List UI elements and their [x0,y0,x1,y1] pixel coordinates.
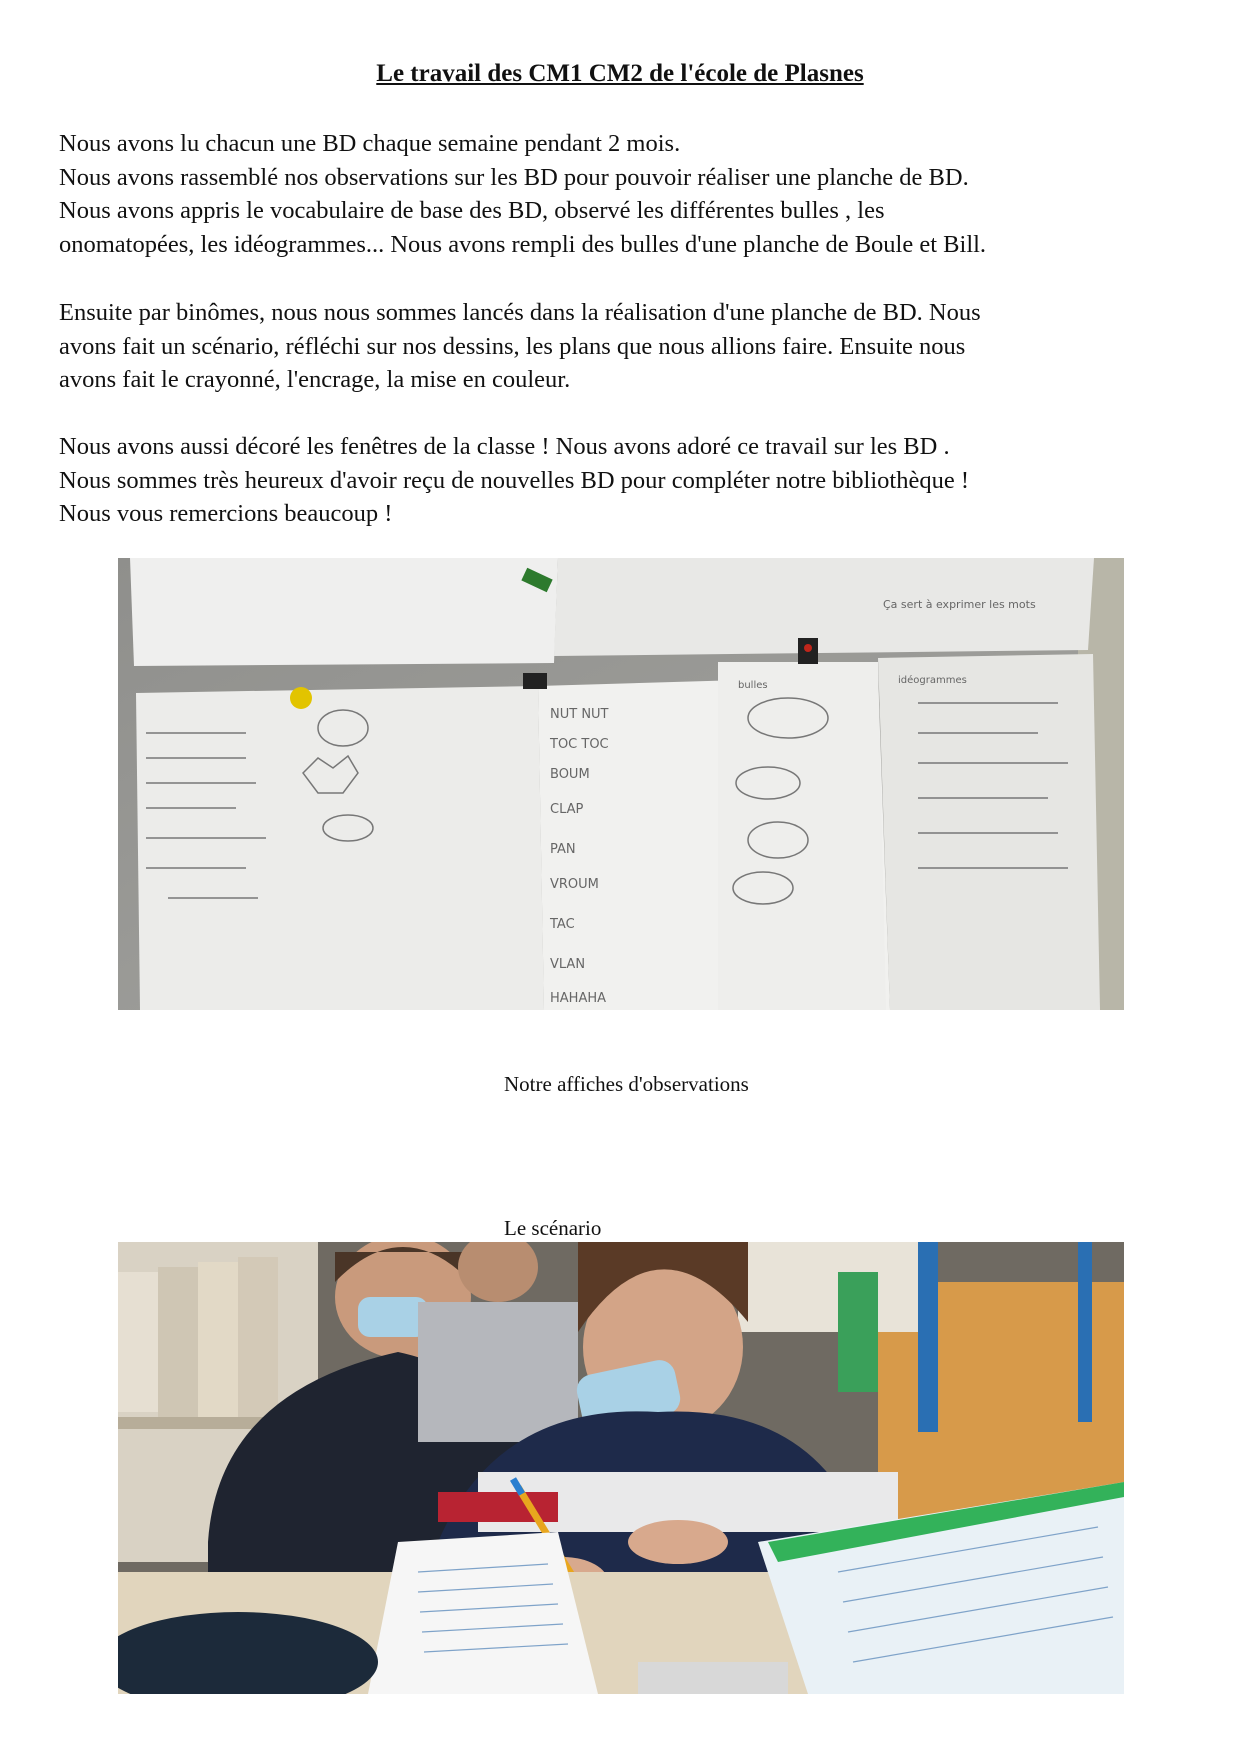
photo1-caption: Notre affiches d'observations [504,1072,749,1096]
text-line: Nous avons aussi décoré les fenêtres de la classe ! Nous avons adoré ce travail sur les BD . [59,433,950,460]
posters-illustration [118,558,1124,1010]
scenario-photo [118,1242,1124,1694]
scenario-illustration [118,1242,1124,1694]
photo2-caption: Le scénario [504,1216,602,1240]
text-line: Nous sommes très heureux d'avoir reçu de nouvelles BD pour compléter notre bibliothèque ! [59,466,969,494]
ono-5: PAN [550,842,576,857]
scenario-sheet [368,1532,598,1694]
ono-3: BOUM [550,767,590,782]
text-line: Nous vous remercions beaucoup ! [59,500,393,527]
text-line: Nous avons rassemblé nos observations sur les BD pour pouvoir réaliser une planche de BD. [59,163,969,191]
paragraph-reading [59,127,1189,261]
black-magnet-icon [523,673,547,689]
text-line: Ensuite par binômes, nous nous sommes lancés dans la réalisation d'une planche de BD. Nous [59,299,981,326]
text-line: Nous avons lu chacun une BD chaque semaine pendant 2 mois. [59,130,681,157]
paragraph-thanks [59,430,1189,531]
paragraph-binomes [59,296,1189,397]
ono-1: NUT NUT [550,707,609,722]
ono-9: HAHAHA [550,991,607,1006]
text-line: avons fait le crayonné, l'encrage, la mise en couleur. [59,366,571,393]
page-title: Le travail des CM1 CM2 de l'école de Plasnes [376,60,864,87]
posters-photo [118,558,1124,1010]
bulles-heading: bulles [738,680,768,691]
ono-6: VROUM [550,877,599,892]
ono-8: VLAN [550,957,586,972]
text-line: onomatopées, les idéogrammes... Nous avons rempli des bulles d'une planche de Boule et Bill. [59,230,987,258]
ideogrammes-heading: idéogrammes [898,675,967,686]
face-mask-icon [358,1297,428,1337]
text-line: Nous avons appris le vocabulaire de base des BD, observé les différentes bulles , les [59,197,885,224]
ono-2: TOC TOC [550,737,609,752]
ruler-icon [638,1662,788,1694]
text-line: avons fait un scénario, réfléchi sur nos dessins, les plans que nous allions faire. Ensuite nous [59,332,966,360]
yellow-pin-icon [290,687,312,709]
ono-4: CLAP [550,802,584,817]
ono-7: TAC [550,917,575,932]
top-note: Ça sert à exprimer les mots [883,598,1036,611]
